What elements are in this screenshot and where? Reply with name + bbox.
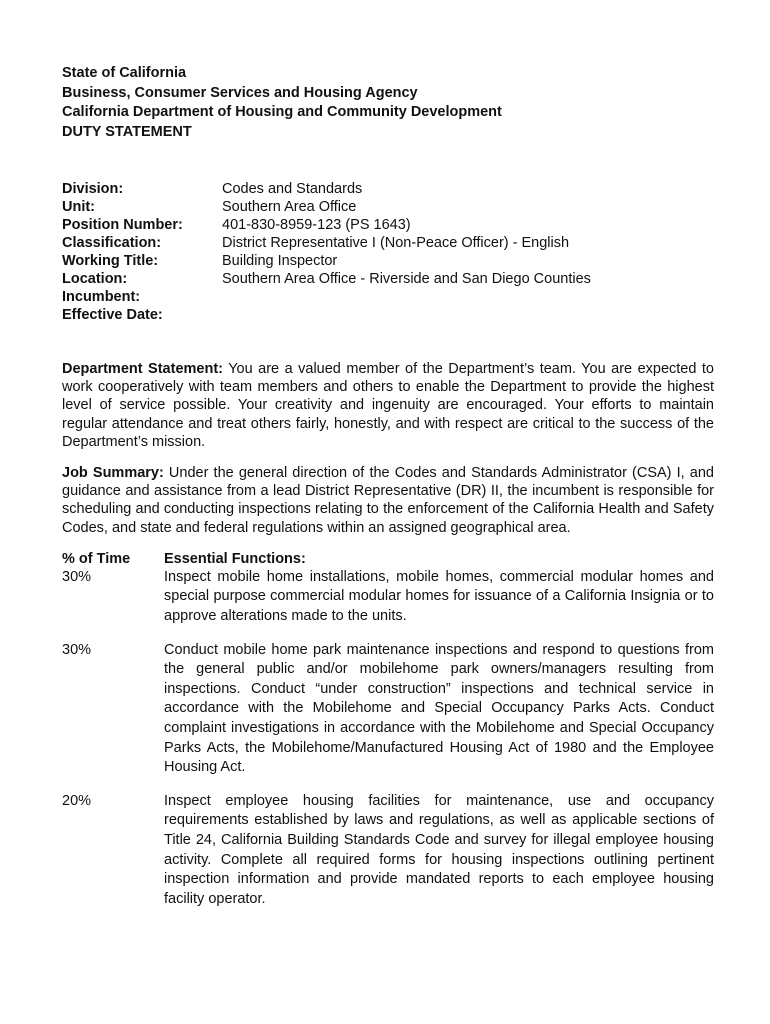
classification-value: District Representative I (Non-Peace Officer) - English xyxy=(222,235,570,251)
agency-line: Business, Consumer Services and Housing Agency xyxy=(62,84,418,101)
function-percent: 30% xyxy=(62,641,92,658)
position-number-label: Position Number: xyxy=(62,217,183,233)
job-summary xyxy=(62,464,714,537)
job-summary-text: Under the general direction of the Codes and Standards Administrator (CSA) I, and guidance and assistance from a lead District Representative (DR) II, the incumbent is responsible for scheduling and conducting inspections relating to the enforcement of the California Health and Safety Codes, and state and federal regulations within an assigned geographical area. xyxy=(62,465,714,536)
department-statement-label: Department Statement: xyxy=(62,361,223,377)
document-header xyxy=(62,64,714,142)
effective-date-value xyxy=(222,306,714,324)
functions-header xyxy=(62,550,714,568)
classification-label: Classification: xyxy=(62,235,162,251)
position-info xyxy=(62,180,714,324)
effective-date-label: Effective Date: xyxy=(62,307,163,323)
location-value: Southern Area Office - Riverside and San Diego Counties xyxy=(222,271,591,287)
department-line: California Department of Housing and Community Development xyxy=(62,104,502,120)
function-item xyxy=(62,792,714,910)
position-number-value: 401-830-8959-123 (PS 1643) xyxy=(222,217,411,233)
function-item xyxy=(62,568,714,627)
percent-time-heading: % of Time xyxy=(62,550,131,567)
incumbent-label: Incumbent: xyxy=(62,289,141,305)
essential-functions-heading: Essential Functions: xyxy=(164,550,306,567)
function-description: Inspect mobile home installations, mobile homes, commercial modular homes and special purpose commercial modular homes for issuance of a California Insignia or to approve alterations made to the units. xyxy=(164,568,714,625)
function-percent: 30% xyxy=(62,568,92,585)
department-statement xyxy=(62,360,714,451)
working-title-value: Building Inspector xyxy=(222,253,338,269)
document-page xyxy=(62,64,714,923)
job-summary-label: Job Summary: xyxy=(62,465,164,482)
division-label: Division: xyxy=(62,181,124,197)
function-percent: 20% xyxy=(62,792,92,809)
state-line: State of California xyxy=(62,65,187,81)
function-item xyxy=(62,641,714,778)
division-value: Codes and Standards xyxy=(222,181,363,197)
unit-value: Southern Area Office xyxy=(222,199,357,215)
function-description: Inspect employee housing facilities for maintenance, use and occupancy requirements established by laws and regulations, as well as applicable sections of Title 24, California Building Standards Code and survey for illegal employee housing activity. Complete all required forms for housing inspections outlining pertinent inspection information and provide mandated reports to each employee housing facility operator. xyxy=(164,792,714,907)
location-label: Location: xyxy=(62,271,128,287)
working-title-label: Working Title: xyxy=(62,253,159,269)
department-statement-text: You are a valued member of the Department’s team. You are expected to work cooperatively with team members and others to enable the Department to provide the highest level of service possible. Your creativity and ingenuity are encouraged. Your efforts to maintain regular attendance and treat others fairly, honestly, and with respect are critical to the success of the Department’s mission. xyxy=(62,361,714,450)
incumbent-value xyxy=(222,288,714,306)
function-description: Conduct mobile home park maintenance inspections and respond to questions from the general public and/or mobilehome park owners/managers resulting from inspections. Conduct “under construction” inspections and technical service in accordance with the Mobilehome and Special Occupancy Parks Acts. Conduct complaint investigations in accordance with the Mobilehome and Special Occupancy Parks Acts, the Mobilehome/Manufactured Housing Act of 1980 and the Employee Housing Act. xyxy=(164,641,714,776)
unit-label: Unit: xyxy=(62,199,96,215)
document-title: DUTY STATEMENT xyxy=(62,123,192,140)
